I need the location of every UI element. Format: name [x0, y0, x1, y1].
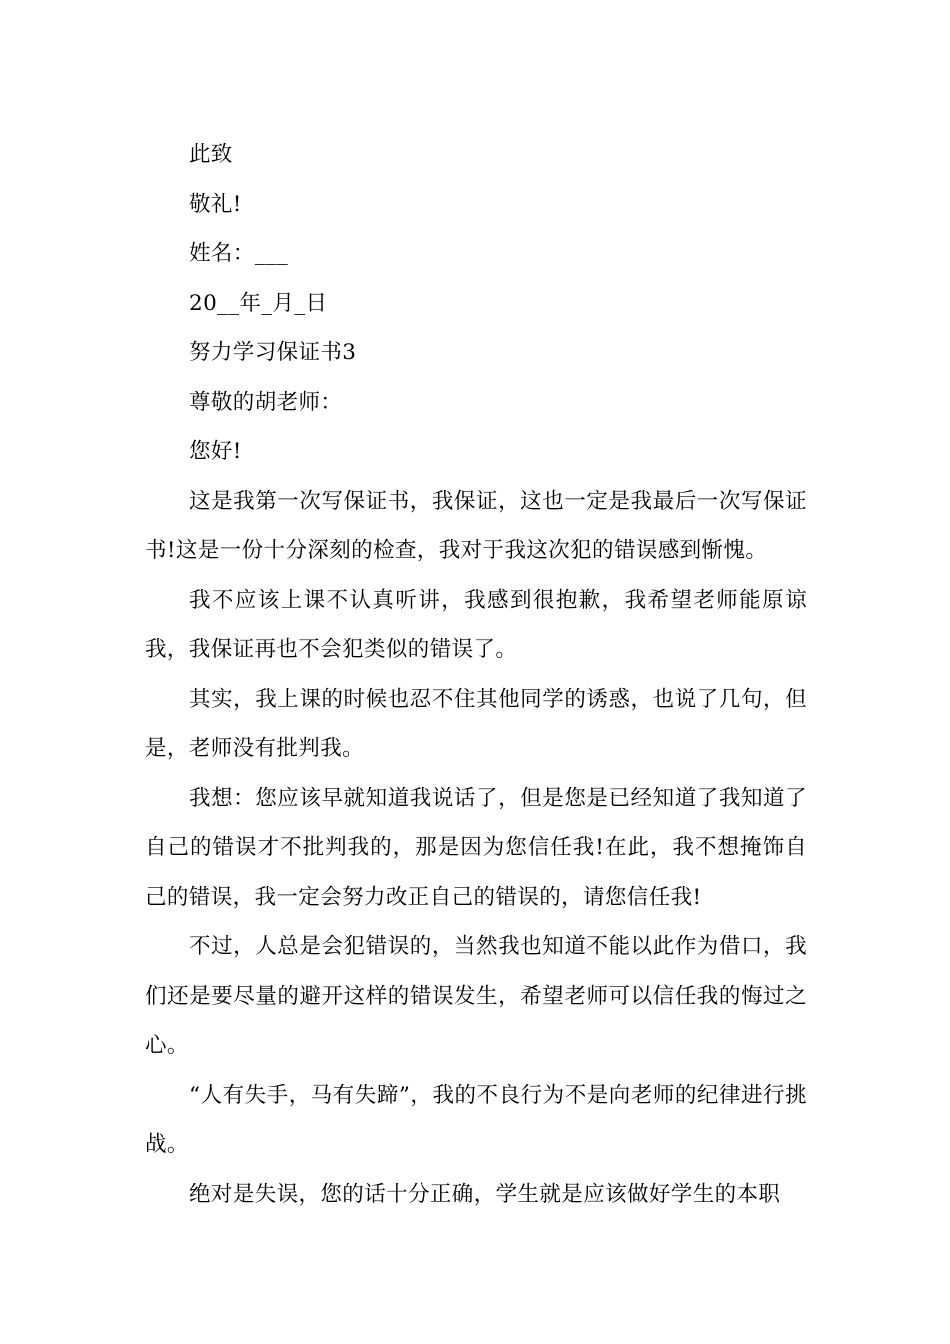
- greeting-recipient: 尊敬的胡老师：: [189, 389, 343, 415]
- signature-date-line: 20__年_月_日: [189, 290, 328, 316]
- closing-salutation: 此致: [189, 142, 233, 167]
- signature-name-line: 姓名：___: [189, 241, 289, 266]
- section-title: 努力学习保证书3: [189, 340, 357, 365]
- body-paragraph: 我不应该上课不认真听讲，我感到很抱歉，我希望老师能原谅我，我保证再也不会犯类似的错误了。: [145, 587, 807, 662]
- body-paragraph: 其实，我上课的时候也忍不住其他同学的诱惑，也说了几句，但是，老师没有批判我。: [145, 686, 807, 761]
- body-paragraph: 绝对是失误，您的话十分正确，学生就是应该做好学生的本职: [189, 1181, 781, 1207]
- closing-respect: 敬礼!: [189, 191, 242, 217]
- body-paragraph: 不过，人总是会犯错误的，当然我也知道不能以此作为借口，我们还是要尽量的避开这样的错误发生，希望老师可以信任我的悔过之心。: [145, 934, 807, 1058]
- greeting-hello: 您好!: [189, 439, 242, 464]
- body-paragraph: 这是我第一次写保证书，我保证，这也一定是我最后一次写保证书!这是一份十分深刻的检查，我对于我这次犯的错误感到惭愧。: [145, 488, 807, 563]
- document-body: [145, 130, 807, 1219]
- body-paragraph: 我想：您应该早就知道我说话了，但是您是已经知道了我知道了自己的错误才不批判我的，那是因为您信任我!在此，我不想掩饰自己的错误，我一定会努力改正自己的错误的，请您信任我!: [145, 785, 807, 910]
- body-paragraph: “人有失手，马有失蹄”，我的不良行为不是向老师的纪律进行挑战。: [145, 1082, 807, 1157]
